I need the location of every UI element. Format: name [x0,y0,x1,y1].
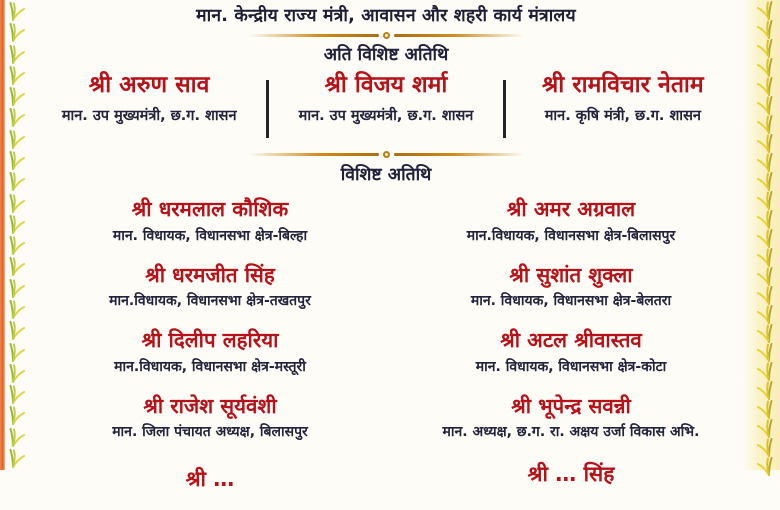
vip-guest-row [34,70,738,148]
wheat-sprig-icon [755,96,773,115]
wheat-sprig-icon [755,39,773,58]
guest-name: श्री धरमजीत सिंह [145,262,275,287]
guest-entry [404,327,738,393]
wheat-sprig-icon [9,23,27,42]
wheat-sprig-icon [9,321,27,340]
guest-name: श्री अमर अग्रवाल [506,197,636,221]
wheat-sprig-icon [755,210,773,229]
wheat-sprig-icon [755,286,773,305]
vip-guest [34,70,264,148]
wheat-sprig-icon [9,300,27,319]
guest-title: मान. उप मुख्यमंत्री, छ.ग. शासन [298,108,474,125]
guest-title: मान. उप मुख्यमंत्री, छ.ग. शासन [61,108,237,125]
wheat-sprig-icon [755,58,773,77]
special-guest-grid [34,196,738,510]
vip-guest [508,70,738,148]
guest-name: श्री अटल श्रीवास्तव [500,328,642,352]
wheat-motif-column-left [7,0,29,470]
wheat-sprig-icon [755,305,773,324]
ministry-title: मान. केन्द्रीय राज्य मंत्री, आवासन और शहरी कार्य मंत्रालय [196,6,576,26]
separator-bar [503,80,506,138]
section-heading-very-special-guests: अति विशिष्ट अतिथि [323,45,449,65]
wheat-sprig-icon [9,108,27,127]
wheat-sprig-icon [9,66,27,85]
wheat-motif-column-right [752,0,776,470]
wheat-sprig-icon [9,279,27,298]
wheat-sprig-icon [9,257,27,276]
guest-entry [404,196,738,262]
wheat-sprig-icon [755,77,773,96]
guest-title: मान.विधायक, विधानसभा क्षेत्र-बिलासपुर [466,227,676,244]
wheat-sprig-icon [9,151,27,170]
guest-title: मान. विधायक, विधानसभा क्षेत्र-बेलतरा [470,293,672,310]
guest-entry [34,393,386,459]
wheat-sprig-icon [755,400,773,419]
guest-title: मान. कृषि मंत्री, छ.ग. शासन [544,108,701,125]
wheat-sprig-icon [9,130,27,149]
wheat-sprig-icon [755,134,773,153]
divider-line [249,153,379,156]
wheat-sprig-icon [755,229,773,248]
wheat-sprig-icon [9,428,27,447]
guest-title: मान.विधायक, विधानसभा क्षेत्र-मस्तूरी [114,358,306,375]
wheat-sprig-icon [755,153,773,172]
card-content [34,0,738,491]
wheat-sprig-icon [755,343,773,362]
separator-bar [266,80,269,138]
gold-divider-icon [34,151,738,158]
guest-name: श्री धरमलाल कौशिक [131,197,289,221]
right-border-ornament [742,0,780,470]
guest-name: श्री भूपेन्द्र सवन्नी [511,393,631,418]
wheat-sprig-icon [755,172,773,191]
guest-entry [34,196,386,262]
wheat-sprig-icon [9,364,27,383]
guest-title: मान. विधायक, विधानसभा क्षेत्र-बिल्हा [112,227,308,244]
wheat-sprig-icon [755,191,773,210]
wheat-sprig-icon [755,20,773,39]
guest-entry-cutoff [34,458,386,496]
guest-name: श्री अरुण साव [88,72,210,98]
guest-name-partial: श्री … सिंह [527,462,615,486]
wheat-sprig-icon [9,172,27,191]
guest-column-left [34,196,386,510]
wheat-sprig-icon [9,385,27,404]
guest-entry [404,393,738,459]
wheat-sprig-icon [9,215,27,234]
wheat-sprig-icon [755,324,773,343]
wheat-sprig-icon [755,1,773,20]
wheat-sprig-icon [755,381,773,400]
guest-entry-cutoff [404,458,738,491]
orange-edge-strip [0,0,5,470]
divider-line [249,34,379,37]
guest-column-right [386,196,738,510]
wheat-sprig-icon [755,248,773,267]
divider-dot [383,151,390,158]
wheat-sprig-icon [9,343,27,362]
guest-title: मान.विधायक, विधानसभा क्षेत्र-तखतपुर [109,293,311,310]
wheat-sprig-icon [9,236,27,255]
guest-name-partial: श्री … [185,467,235,491]
wheat-sprig-icon [9,449,27,468]
guest-name: श्री राजेश सूर्यवंशी [143,393,277,418]
wheat-sprig-icon [755,115,773,134]
wheat-sprig-icon [9,2,27,21]
gold-divider-icon [34,32,738,39]
vip-guest [271,70,501,148]
left-border-ornament [0,0,32,470]
guest-title: मान. जिला पंचायत अध्यक्ष, बिलासपुर [112,424,308,441]
wheat-sprig-icon [9,45,27,64]
wheat-sprig-icon [755,267,773,286]
section-heading-special-guests: विशिष्ट अतिथि [340,165,432,185]
guest-name: श्री विजय शर्मा [324,72,448,98]
divider-dot [383,32,390,39]
wheat-sprig-icon [9,406,27,425]
wheat-sprig-icon [9,87,27,106]
guest-name: श्री दिलीप लहरिया [141,328,279,352]
divider-line [394,153,524,156]
guest-entry [34,327,386,393]
guest-title: मान. अध्यक्ष, छ.ग. रा. अक्षय उर्जा विकास अभि. [442,424,700,441]
guest-name: श्री रामविचार नेताम [541,72,704,98]
wheat-sprig-icon [9,194,27,213]
guest-entry [404,262,738,328]
guest-entry [34,262,386,328]
wheat-sprig-icon [755,419,773,438]
divider-line [394,34,524,37]
guest-title: मान. विधायक, विधानसभा क्षेत्र-कोटा [475,358,667,375]
guest-name: श्री सुशांत शुक्ला [509,262,633,287]
wheat-sprig-icon [755,457,773,476]
wheat-sprig-icon [755,438,773,457]
wheat-sprig-icon [755,362,773,381]
